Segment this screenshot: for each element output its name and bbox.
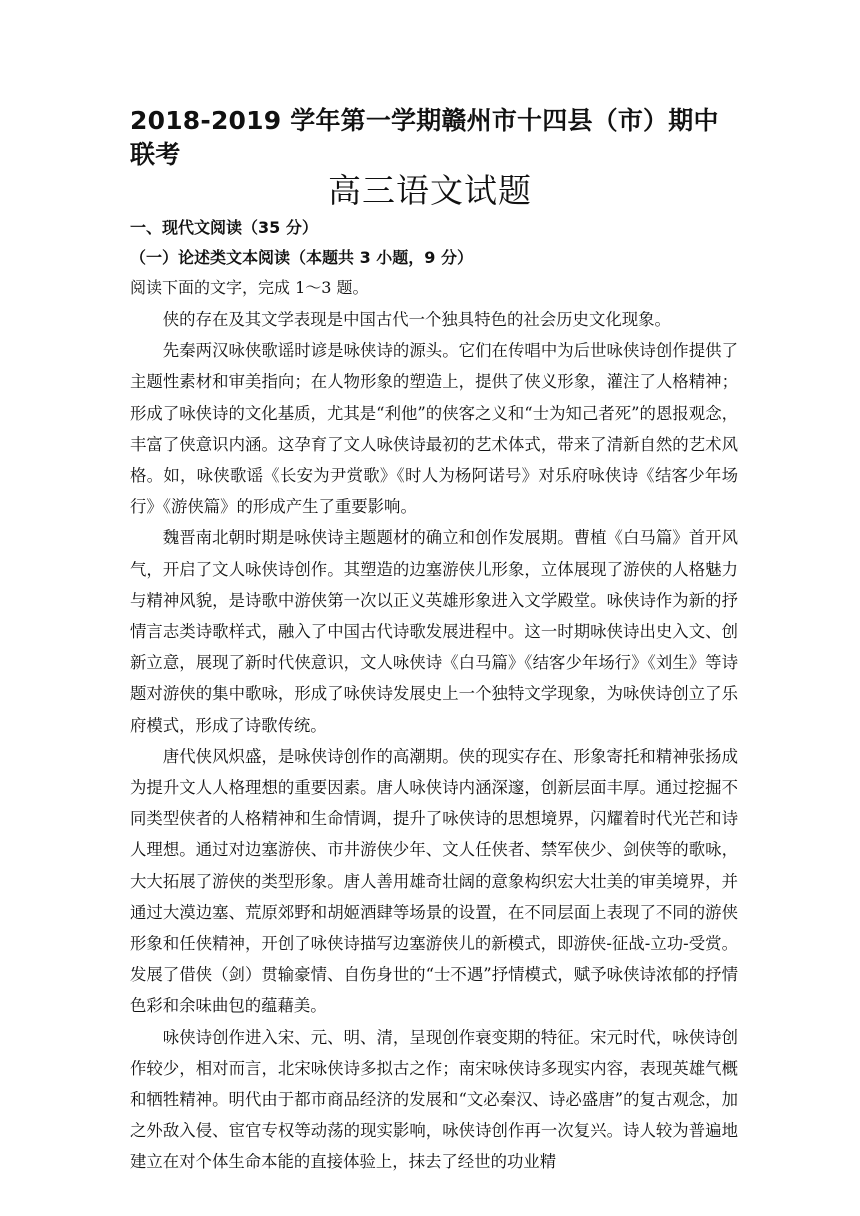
section-heading-argumentative-text: （一）论述类文本阅读（本题共 3 小题，9 分）: [130, 248, 473, 267]
reading-instruction: 阅读下面的文字，完成 1～3 题。: [130, 278, 369, 297]
exam-title: 2018-2019 学年第一学期赣州市十四县（市）期中联考: [130, 106, 719, 169]
section-heading-modern-reading: 一、现代文阅读（35 分）: [130, 218, 318, 237]
passage-paragraph-5: 咏侠诗创作进入宋、元、明、清，呈现创作衰变期的特征。宋元时代，咏侠诗创作较少，相对而言，北宋咏侠诗多拟古之作；南宋咏侠诗多现实内容，表现英雄气概和牺牲精神。明代由于都市商品经济的发展和“文必秦汉、诗必盛唐”的复古观念，加之外敌入侵、宦官专权等动荡的现实影响，咏侠诗创作再一次复兴。诗人较为普遍地建立在对个体生命本能的直接体验上，抹去了经世的功业精: [130, 1027, 738, 1172]
passage-paragraph-2: 先秦两汉咏侠歌谣时谚是咏侠诗的源头。它们在传唱中为后世咏侠诗创作提供了主题性素材和审美指向；在人物形象的塑造上，提供了侠义形象，灌注了人格精神；形成了咏侠诗的文化基质，尤其是“利他”的侠客之义和“士为知己者死”的恩报观念，丰富了侠意识内涵。这孕育了文人咏侠诗最初的艺术体式，带来了清新自然的艺术风格。如，咏侠歌谣《长安为尹赏歌》《时人为杨阿诺号》对乐府咏侠诗《结客少年场行》《游侠篇》的形成产生了重要影响。: [130, 341, 738, 517]
passage-paragraph-4: 唐代侠风炽盛，是咏侠诗创作的高潮期。侠的现实存在、形象寄托和精神张扬成为提升文人人格理想的重要因素。唐人咏侠诗内涵深邃，创新层面丰厚。通过挖掘不同类型侠者的人格精神和生命情调，提升了咏侠诗的思想境界，闪耀着时代光芒和诗人理想。通过对边塞游侠、市井游侠少年、文人任侠者、禁军侠少、剑侠等的歌咏，大大拓展了游侠的类型形象。唐人善用雄奇壮阔的意象构织宏大壮美的审美境界，并通过大漠边塞、荒原郊野和胡姬酒肆等场景的设置，在不同层面上表现了不同的游侠形象和任侠精神，开创了咏侠诗描写边塞游侠儿的新模式，即游侠-征战-立功-受赏。发展了借侠（剑）贯输豪情、自伤身世的“士不遇”抒情模式，赋予咏侠诗浓郁的抒情色彩和余味曲包的蕴藉美。: [130, 746, 738, 1016]
subject-title: 高三语文试题: [328, 171, 532, 210]
reading-passage: [130, 304, 738, 1178]
passage-paragraph-3: 魏晋南北朝时期是咏侠诗主题题材的确立和创作发展期。曹植《白马篇》首开风气，开启了文人咏侠诗创作。其塑造的边塞游侠儿形象，立体展现了游侠的人格魅力与精神风貌，是诗歌中游侠第一次以正义英雄形象进入文学殿堂。咏侠诗作为新的抒情言志类诗歌样式，融入了中国古代诗歌发展进程中。这一时期咏侠诗出史入文、创新立意，展现了新时代侠意识，文人咏侠诗《白马篇》《结客少年场行》《刘生》等诗题对游侠的集中歌咏，形成了咏侠诗发展史上一个独特文学现象，为咏侠诗创立了乐府模式，形成了诗歌传统。: [130, 528, 738, 735]
passage-paragraph-1: 侠的存在及其文学表现是中国古代一个独具特色的社会历史文化现象。: [162, 310, 671, 329]
